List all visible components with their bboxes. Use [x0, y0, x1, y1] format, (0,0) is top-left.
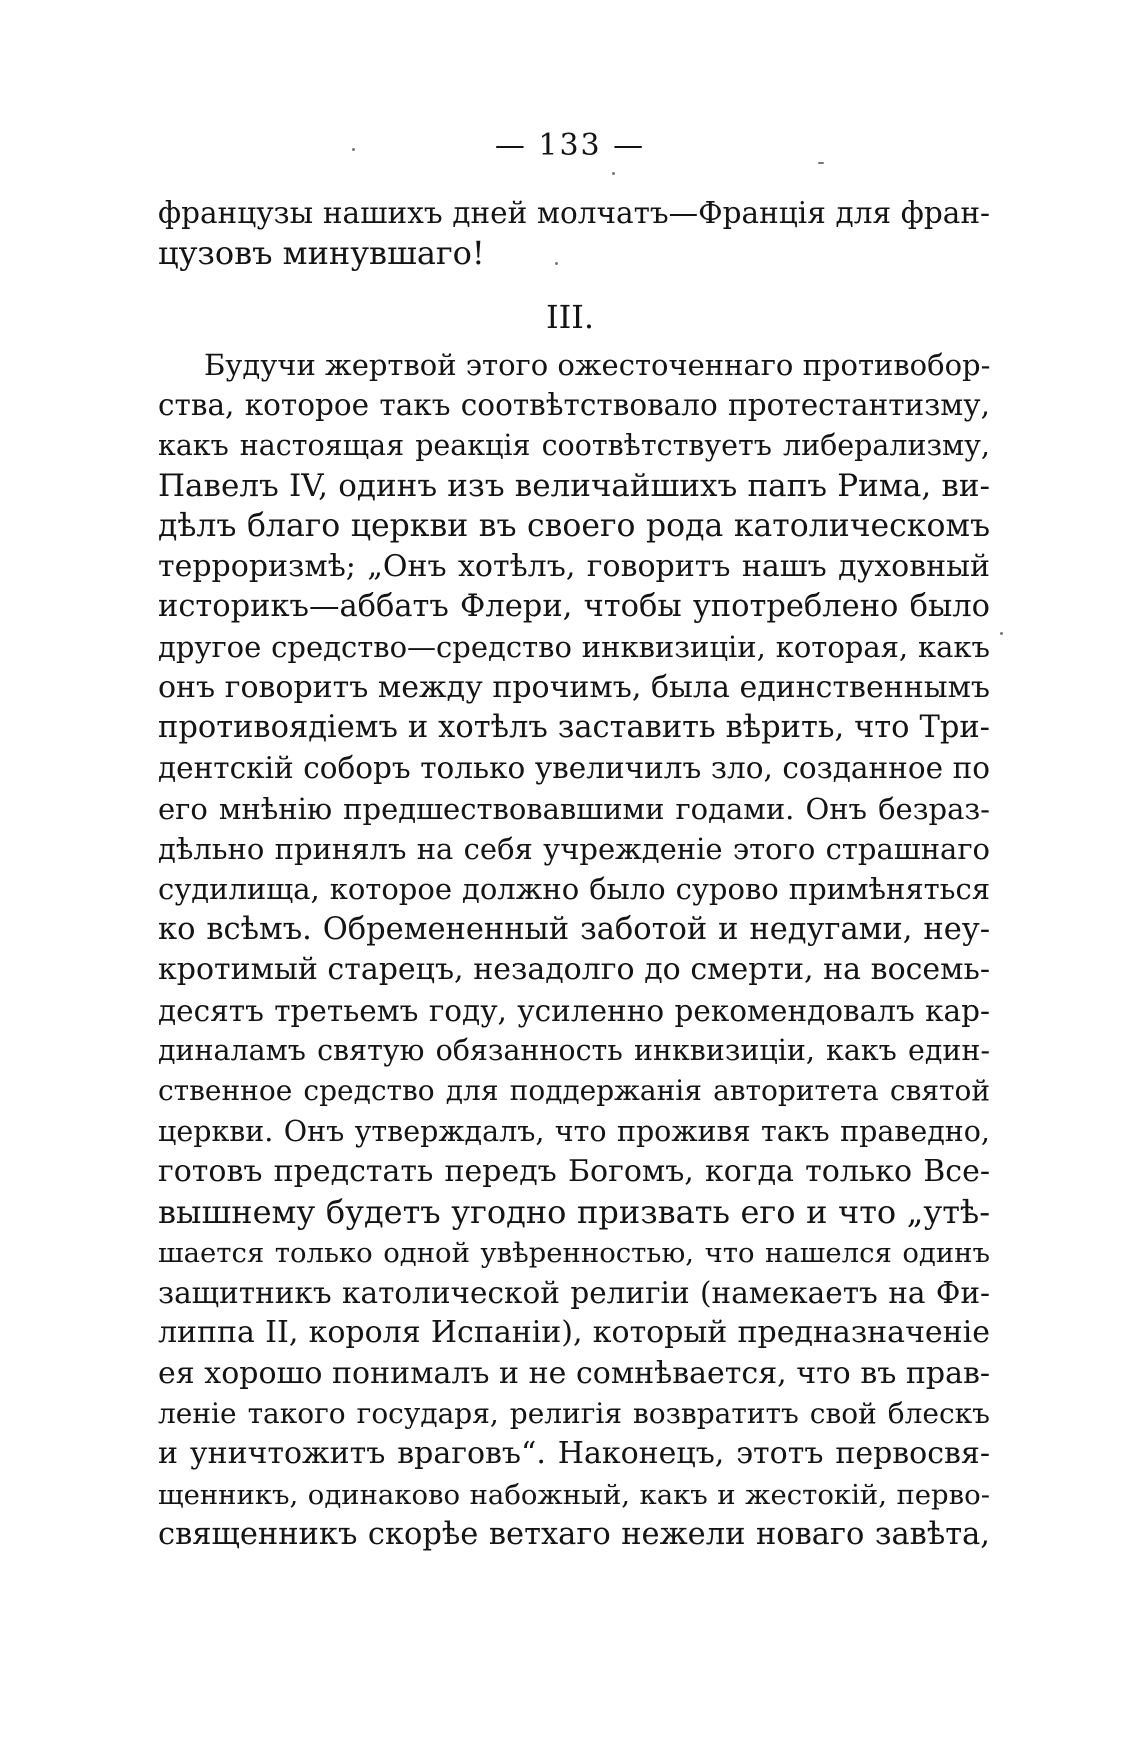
body-paragraph	[158, 345, 990, 1555]
text-line: ея хорошо понималъ и не сомнѣвается, что въ прав-	[158, 1355, 990, 1391]
scan-speck	[352, 148, 355, 151]
text-line: французы нашихъ дней молчатъ—Францiя для фран-	[158, 196, 990, 230]
text-line: ленiе такого государя, религiя возвратитъ свой блескъ	[158, 1396, 990, 1430]
text-line: судилища, которое должно было сурово примѣняться	[158, 872, 990, 907]
text-line: онъ говоритъ между прочимъ, была единственнымъ	[158, 669, 990, 705]
scan-speck	[555, 262, 558, 265]
text-line: Павелъ IV, одинъ изъ величайшихъ папъ Рима, ви-	[158, 468, 990, 505]
text-line: цузовъ минувшаго!	[158, 234, 485, 273]
text-line: защитникъ католической религiи (намекаетъ на Фи-	[158, 1275, 990, 1310]
text-line: дентскiй соборъ только увеличилъ зло, созданное по	[158, 751, 990, 786]
opening-text	[158, 193, 990, 274]
text-line: терроризмѣ; „Онъ хотѣлъ, говоритъ нашъ духовный	[158, 548, 990, 584]
text-line: диналамъ святую обязанность инквизицiи, какъ един-	[158, 1033, 990, 1067]
text-line: дѣльно принялъ на себя учрежденiе этого страшнаго	[158, 832, 990, 867]
text-line: щенникъ, одинаково набожный, какъ и жестокiй, перво-	[158, 1478, 990, 1511]
scan-speck	[1000, 632, 1003, 635]
text-line: липпа II, короля Испанiи), который предназначенiе	[158, 1315, 990, 1351]
scan-speck	[612, 172, 615, 175]
text-line: церкви. Онъ утверждалъ, что проживя такъ праведно,	[158, 1114, 990, 1148]
text-line: другое средство—средство инквизицiи, которая, какъ	[158, 630, 990, 665]
text-line: историкъ—аббатъ Флери, чтобы употреблено было	[158, 589, 990, 625]
text-line: Будучи жертвой этого ожесточеннаго противобор-	[204, 348, 991, 382]
text-line: противоядiемъ и хотѣлъ заставить вѣрить, что Три-	[158, 710, 990, 746]
section-heading: III.	[545, 298, 595, 336]
text-line: дѣлъ благо церкви въ своего рода католическомъ	[158, 508, 990, 545]
text-line: какъ настоящая реакцiя соотвѣтствуетъ либерализму,	[158, 428, 990, 462]
text-line: шается только одной увѣренностью, что нашелся одинъ	[158, 1236, 990, 1269]
text-line: готовъ предстать передъ Богомъ, когда только Все-	[158, 1153, 990, 1189]
text-line: вышнему будетъ угодно призвать его и что „утѣ-	[158, 1193, 990, 1232]
scan-speck	[818, 162, 824, 164]
text-line: и уничтожитъ враговъ“. Наконецъ, этотъ первосвя-	[158, 1436, 990, 1472]
text-line: ко всѣмъ. Обремененный заботой и недугами, неу-	[158, 911, 990, 947]
text-line: ства, которое такъ соотвѣтствовало протестантизму,	[158, 388, 990, 423]
page-number: — 133 —	[494, 128, 646, 163]
text-line: священникъ скорѣе ветхаго нежели новаго завѣта,	[158, 1516, 990, 1552]
text-line: кротимый старецъ, незадолго до смерти, на восемь-	[158, 952, 990, 988]
text-line: его мнѣнiю предшествовавшими годами. Онъ безраз-	[158, 791, 990, 826]
text-line: ственное средство для поддержанiя авторитета святой	[158, 1074, 990, 1108]
text-line: десятъ третьемъ году, усиленно рекомендовалъ кар-	[158, 993, 990, 1028]
